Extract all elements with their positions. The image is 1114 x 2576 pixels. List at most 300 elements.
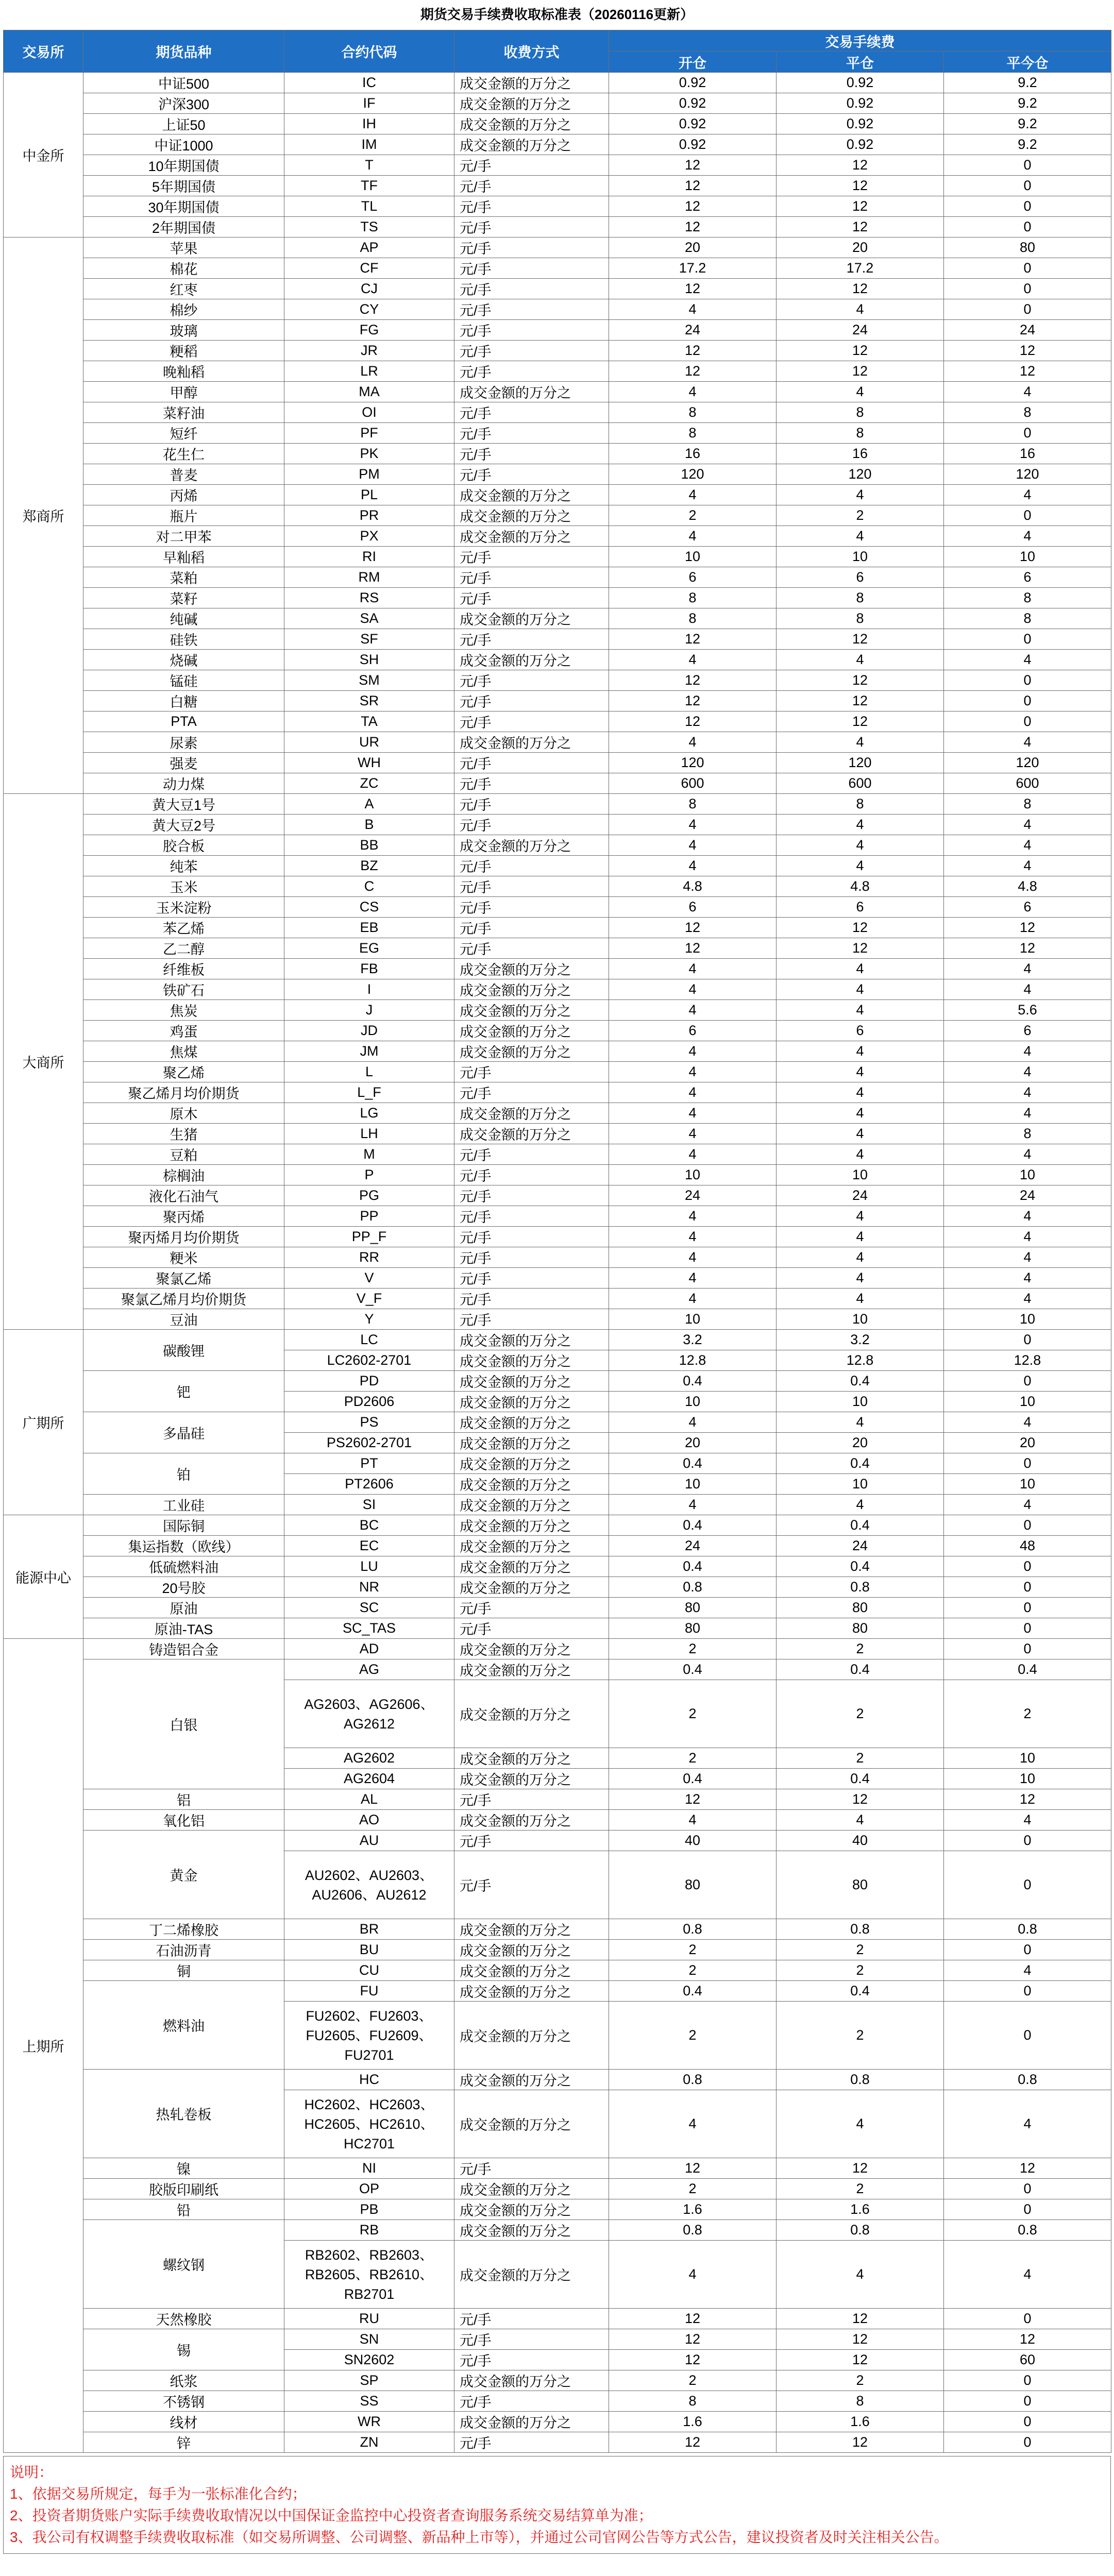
variety-cell: 石油沥青 <box>83 1940 284 1960</box>
close-today-fee-cell: 0.4 <box>944 1659 1111 1680</box>
table-row <box>4 1206 1111 1227</box>
close-today-fee-cell: 0 <box>944 176 1111 196</box>
open-fee-cell: 20 <box>609 238 777 258</box>
open-fee-cell: 4 <box>609 2090 777 2158</box>
variety-cell: 豆油 <box>83 1309 284 1330</box>
close-today-fee-cell: 0 <box>944 670 1111 691</box>
open-fee-cell: 4 <box>609 979 777 1000</box>
open-fee-cell: 4 <box>609 382 777 402</box>
variety-cell: 锰硅 <box>83 670 284 691</box>
variety-cell: 红枣 <box>83 279 284 299</box>
table-row <box>4 444 1111 464</box>
close-fee-cell: 4 <box>777 2090 944 2158</box>
close-today-fee-cell: 4 <box>944 979 1111 1000</box>
close-fee-cell: 4 <box>777 382 944 402</box>
code-cell: SM <box>284 670 454 691</box>
open-fee-cell: 0.8 <box>609 1919 777 1940</box>
code-cell: LC2602-2701 <box>284 1350 454 1371</box>
code-cell: V_F <box>284 1289 454 1309</box>
method-cell: 成交金额的万分之 <box>454 1940 609 1960</box>
table-row <box>4 1144 1111 1165</box>
header-variety: 期货品种 <box>83 30 284 73</box>
note-item: 1、依据交易所规定，每手为一张标准化合约； <box>10 2486 307 2502</box>
close-today-fee-cell: 0 <box>944 2412 1111 2432</box>
code-cell: LU <box>284 1556 454 1577</box>
code-cell: PT2606 <box>284 1474 454 1495</box>
close-fee-cell: 0.4 <box>777 1371 944 1392</box>
open-fee-cell: 4 <box>609 835 777 856</box>
close-today-fee-cell: 0.8 <box>944 2220 1111 2241</box>
close-today-fee-cell: 0 <box>944 711 1111 732</box>
table-row <box>4 1810 1111 1831</box>
close-fee-cell: 0.8 <box>777 2070 944 2090</box>
close-today-fee-cell: 6 <box>944 1021 1111 1041</box>
code-cell: SH <box>284 650 454 670</box>
code-cell: PS <box>284 1412 454 1433</box>
code-cell: PX <box>284 526 454 547</box>
close-fee-cell: 0.8 <box>777 2220 944 2241</box>
open-fee-cell: 0.4 <box>609 1556 777 1577</box>
code-cell: TS <box>284 217 454 238</box>
code-cell: SC <box>284 1598 454 1618</box>
open-fee-cell: 1.6 <box>609 2412 777 2432</box>
variety-cell: 国际铜 <box>83 1515 284 1536</box>
code-cell: T <box>284 155 454 176</box>
open-fee-cell: 4 <box>609 1000 777 1021</box>
code-cell: WH <box>284 753 454 773</box>
method-cell: 元/手 <box>454 773 609 794</box>
close-today-fee-cell: 0 <box>944 1515 1111 1536</box>
close-today-fee-cell: 0 <box>944 1556 1111 1577</box>
code-cell: OP <box>284 2179 454 2199</box>
close-today-fee-cell: 4 <box>944 1103 1111 1124</box>
close-today-fee-cell: 12.8 <box>944 1350 1111 1371</box>
open-fee-cell: 2 <box>609 1680 777 1748</box>
code-cell: FB <box>284 959 454 979</box>
table-row <box>4 1041 1111 1062</box>
code-cell: LC <box>284 1330 454 1350</box>
exchange-cell: 中金所 <box>4 73 83 238</box>
table-row <box>4 1289 1111 1309</box>
open-fee-cell: 0.4 <box>609 1453 777 1474</box>
variety-cell: 螺纹钢 <box>83 2220 284 2309</box>
close-fee-cell: 16 <box>777 444 944 464</box>
close-today-fee-cell: 0 <box>944 423 1111 444</box>
method-cell: 成交金额的万分之 <box>454 1433 609 1453</box>
code-cell: AG2602 <box>284 1748 454 1769</box>
code-cell: CU <box>284 1960 454 1981</box>
variety-cell: 不锈钢 <box>83 2391 284 2412</box>
method-cell: 成交金额的万分之 <box>454 1981 609 2002</box>
code-cell: IF <box>284 93 454 114</box>
open-fee-cell: 0.92 <box>609 114 777 134</box>
close-today-fee-cell: 0 <box>944 2002 1111 2070</box>
close-today-fee-cell: 0 <box>944 629 1111 650</box>
close-today-fee-cell: 12 <box>944 341 1111 361</box>
open-fee-cell: 2 <box>609 2370 777 2391</box>
table-row <box>4 1960 1111 1981</box>
code-cell: PD2606 <box>284 1392 454 1412</box>
open-fee-cell: 4 <box>609 1124 777 1144</box>
code-cell: AU2602、AU2603、AU2606、AU2612 <box>284 1851 454 1919</box>
method-cell: 成交金额的万分之 <box>454 1474 609 1495</box>
close-today-fee-cell: 10 <box>944 1474 1111 1495</box>
method-cell: 成交金额的万分之 <box>454 1412 609 1433</box>
close-today-fee-cell: 48 <box>944 1536 1111 1556</box>
variety-cell: 上证50 <box>83 114 284 134</box>
method-cell: 成交金额的万分之 <box>454 1515 609 1536</box>
method-cell: 元/手 <box>454 238 609 258</box>
variety-cell: 液化石油气 <box>83 1185 284 1206</box>
table-row <box>4 567 1111 588</box>
code-cell: WR <box>284 2412 454 2432</box>
table-row <box>4 1185 1111 1206</box>
method-cell: 成交金额的万分之 <box>454 1392 609 1412</box>
close-today-fee-cell: 4 <box>944 1268 1111 1289</box>
variety-cell: 沪深300 <box>83 93 284 114</box>
close-fee-cell: 4 <box>777 815 944 835</box>
variety-cell: 镍 <box>83 2158 284 2179</box>
variety-cell: 纸浆 <box>83 2370 284 2391</box>
close-fee-cell: 4 <box>777 1206 944 1227</box>
open-fee-cell: 12 <box>609 2158 777 2179</box>
open-fee-cell: 12 <box>609 341 777 361</box>
variety-cell: 集运指数（欧线） <box>83 1536 284 1556</box>
method-cell: 成交金额的万分之 <box>454 1021 609 1041</box>
close-fee-cell: 4 <box>777 979 944 1000</box>
variety-cell: 热轧卷板 <box>83 2070 284 2158</box>
method-cell: 成交金额的万分之 <box>454 485 609 505</box>
close-fee-cell: 1.6 <box>777 2199 944 2220</box>
variety-cell: 铅 <box>83 2199 284 2220</box>
variety-cell: 锡 <box>83 2329 284 2370</box>
code-cell: FU2602、FU2603、FU2605、FU2609、FU2701 <box>284 2002 454 2070</box>
open-fee-cell: 4.8 <box>609 876 777 897</box>
variety-cell: 瓶片 <box>83 505 284 526</box>
variety-cell: 铝 <box>83 1789 284 1810</box>
code-cell: JM <box>284 1041 454 1062</box>
open-fee-cell: 12.8 <box>609 1350 777 1371</box>
close-today-fee-cell: 120 <box>944 753 1111 773</box>
method-cell: 成交金额的万分之 <box>454 1919 609 1940</box>
variety-cell: 白银 <box>83 1659 284 1789</box>
table-row <box>4 485 1111 505</box>
code-cell: LG <box>284 1103 454 1124</box>
variety-cell: 20号胶 <box>83 1577 284 1598</box>
code-cell: PP_F <box>284 1227 454 1247</box>
variety-cell: 强麦 <box>83 753 284 773</box>
method-cell: 成交金额的万分之 <box>454 2199 609 2220</box>
method-cell: 成交金额的万分之 <box>454 2090 609 2158</box>
method-cell: 元/手 <box>454 341 609 361</box>
table-row <box>4 959 1111 979</box>
header-exchange: 交易所 <box>4 30 83 73</box>
method-cell: 成交金额的万分之 <box>454 979 609 1000</box>
code-cell: RR <box>284 1247 454 1268</box>
close-fee-cell: 12 <box>777 938 944 959</box>
method-cell: 元/手 <box>454 856 609 876</box>
close-fee-cell: 12 <box>777 2350 944 2370</box>
table-row <box>4 1639 1111 1659</box>
variety-cell: 纯碱 <box>83 608 284 629</box>
table-row <box>4 1371 1111 1392</box>
variety-cell: 菜籽 <box>83 588 284 608</box>
method-cell: 元/手 <box>454 1598 609 1618</box>
close-fee-cell: 2 <box>777 2179 944 2199</box>
close-today-fee-cell: 0 <box>944 1371 1111 1392</box>
close-fee-cell: 4 <box>777 1495 944 1515</box>
close-fee-cell: 8 <box>777 794 944 815</box>
close-fee-cell: 12 <box>777 176 944 196</box>
fee-table <box>3 30 1111 2453</box>
close-fee-cell: 2 <box>777 1960 944 1981</box>
open-fee-cell: 4 <box>609 1289 777 1309</box>
code-cell: AG <box>284 1659 454 1680</box>
method-cell: 成交金额的万分之 <box>454 526 609 547</box>
close-fee-cell: 20 <box>777 238 944 258</box>
method-cell: 元/手 <box>454 1618 609 1639</box>
code-cell: PG <box>284 1185 454 1206</box>
table-row <box>4 1831 1111 1851</box>
open-fee-cell: 2 <box>609 505 777 526</box>
open-fee-cell: 2 <box>609 2002 777 2070</box>
method-cell: 成交金额的万分之 <box>454 1495 609 1515</box>
open-fee-cell: 0.4 <box>609 1981 777 2002</box>
open-fee-cell: 12 <box>609 670 777 691</box>
method-cell: 元/手 <box>454 588 609 608</box>
code-cell: SI <box>284 1495 454 1515</box>
code-cell: AU <box>284 1831 454 1851</box>
close-today-fee-cell: 9.2 <box>944 134 1111 155</box>
close-fee-cell: 4 <box>777 1144 944 1165</box>
code-cell: AG2604 <box>284 1769 454 1789</box>
code-cell: BZ <box>284 856 454 876</box>
exchange-cell: 广期所 <box>4 1330 83 1515</box>
close-today-fee-cell: 0 <box>944 155 1111 176</box>
close-fee-cell: 10 <box>777 547 944 567</box>
variety-cell: 对二甲苯 <box>83 526 284 547</box>
method-cell: 成交金额的万分之 <box>454 959 609 979</box>
close-fee-cell: 80 <box>777 1598 944 1618</box>
variety-cell: 乙二醇 <box>83 938 284 959</box>
close-fee-cell: 0.92 <box>777 73 944 93</box>
method-cell: 元/手 <box>454 1082 609 1103</box>
table-row <box>4 629 1111 650</box>
close-fee-cell: 4 <box>777 650 944 670</box>
table-row <box>4 134 1111 155</box>
open-fee-cell: 120 <box>609 753 777 773</box>
method-cell: 元/手 <box>454 629 609 650</box>
close-fee-cell: 0.4 <box>777 1769 944 1789</box>
open-fee-cell: 12 <box>609 2309 777 2329</box>
variety-cell: 5年期国债 <box>83 176 284 196</box>
table-row <box>4 1495 1111 1515</box>
code-cell: JR <box>284 341 454 361</box>
variety-cell: 烧碱 <box>83 650 284 670</box>
open-fee-cell: 24 <box>609 1536 777 1556</box>
code-cell: EC <box>284 1536 454 1556</box>
method-cell: 成交金额的万分之 <box>454 1748 609 1769</box>
close-today-fee-cell: 4 <box>944 1144 1111 1165</box>
open-fee-cell: 4 <box>609 1810 777 1831</box>
method-cell: 成交金额的万分之 <box>454 2370 609 2391</box>
close-fee-cell: 6 <box>777 1021 944 1041</box>
code-cell: PD <box>284 1371 454 1392</box>
variety-cell: 粳稻 <box>83 341 284 361</box>
close-fee-cell: 0.8 <box>777 1919 944 1940</box>
close-today-fee-cell: 10 <box>944 1748 1111 1769</box>
close-today-fee-cell: 8 <box>944 588 1111 608</box>
close-today-fee-cell: 0.8 <box>944 1919 1111 1940</box>
close-today-fee-cell: 16 <box>944 444 1111 464</box>
table-row <box>4 2158 1111 2179</box>
open-fee-cell: 4 <box>609 1041 777 1062</box>
table-row <box>4 1103 1111 1124</box>
variety-cell: 聚丙烯月均价期货 <box>83 1227 284 1247</box>
variety-cell: 生猪 <box>83 1124 284 1144</box>
code-cell: BB <box>284 835 454 856</box>
close-today-fee-cell: 24 <box>944 320 1111 341</box>
close-fee-cell: 12 <box>777 670 944 691</box>
close-today-fee-cell: 10 <box>944 547 1111 567</box>
table-row <box>4 320 1111 341</box>
close-fee-cell: 8 <box>777 423 944 444</box>
close-today-fee-cell: 4 <box>944 485 1111 505</box>
table-row <box>4 608 1111 629</box>
code-cell: M <box>284 1144 454 1165</box>
close-today-fee-cell: 10 <box>944 1309 1111 1330</box>
open-fee-cell: 6 <box>609 897 777 918</box>
open-fee-cell: 4 <box>609 1062 777 1082</box>
header-fee-group: 交易手续费 <box>609 30 1111 52</box>
open-fee-cell: 10 <box>609 1392 777 1412</box>
method-cell: 元/手 <box>454 815 609 835</box>
code-cell: P <box>284 1165 454 1185</box>
variety-cell: 铸造铝合金 <box>83 1639 284 1659</box>
code-cell: BC <box>284 1515 454 1536</box>
code-cell: PK <box>284 444 454 464</box>
variety-cell: 胶版印刷纸 <box>83 2179 284 2199</box>
variety-cell: 玉米淀粉 <box>83 897 284 918</box>
method-cell: 成交金额的万分之 <box>454 1000 609 1021</box>
open-fee-cell: 12 <box>609 217 777 238</box>
close-today-fee-cell: 4 <box>944 1289 1111 1309</box>
table-row <box>4 1000 1111 1021</box>
variety-cell: 碳酸锂 <box>83 1330 284 1371</box>
close-today-fee-cell: 8 <box>944 402 1111 423</box>
table-row <box>4 1062 1111 1082</box>
close-fee-cell: 3.2 <box>777 1330 944 1350</box>
open-fee-cell: 4 <box>609 1144 777 1165</box>
method-cell: 元/手 <box>454 1165 609 1185</box>
code-cell: UR <box>284 732 454 753</box>
method-cell: 成交金额的万分之 <box>454 1769 609 1789</box>
exchange-cell: 大商所 <box>4 794 83 1330</box>
code-cell: IC <box>284 73 454 93</box>
close-fee-cell: 1.6 <box>777 2412 944 2432</box>
close-fee-cell: 4 <box>777 1289 944 1309</box>
method-cell: 元/手 <box>454 794 609 815</box>
open-fee-cell: 24 <box>609 1185 777 1206</box>
method-cell: 元/手 <box>454 1185 609 1206</box>
table-row <box>4 1082 1111 1103</box>
method-cell: 成交金额的万分之 <box>454 1659 609 1680</box>
open-fee-cell: 0.92 <box>609 93 777 114</box>
code-cell: IH <box>284 114 454 134</box>
open-fee-cell: 2 <box>609 2179 777 2199</box>
code-cell: MA <box>284 382 454 402</box>
code-cell: PP <box>284 1206 454 1227</box>
table-row <box>4 650 1111 670</box>
variety-cell: 铁矿石 <box>83 979 284 1000</box>
open-fee-cell: 4 <box>609 526 777 547</box>
method-cell: 元/手 <box>454 1206 609 1227</box>
open-fee-cell: 4 <box>609 1247 777 1268</box>
code-cell: Y <box>284 1309 454 1330</box>
method-cell: 元/手 <box>454 1789 609 1810</box>
close-fee-cell: 6 <box>777 567 944 588</box>
close-fee-cell: 4.8 <box>777 876 944 897</box>
code-cell: PB <box>284 2199 454 2220</box>
close-today-fee-cell: 0 <box>944 1598 1111 1618</box>
close-today-fee-cell: 4 <box>944 1247 1111 1268</box>
open-fee-cell: 12 <box>609 2432 777 2453</box>
close-today-fee-cell: 600 <box>944 773 1111 794</box>
open-fee-cell: 12 <box>609 2329 777 2350</box>
close-fee-cell: 10 <box>777 1309 944 1330</box>
close-today-fee-cell: 4 <box>944 959 1111 979</box>
table-row <box>4 2179 1111 2199</box>
close-today-fee-cell: 0 <box>944 1981 1111 2002</box>
method-cell: 成交金额的万分之 <box>454 835 609 856</box>
close-fee-cell: 2 <box>777 1748 944 1769</box>
code-cell: TA <box>284 711 454 732</box>
table-row <box>4 1577 1111 1598</box>
close-fee-cell: 4 <box>777 1227 944 1247</box>
code-cell: AP <box>284 238 454 258</box>
close-fee-cell: 4 <box>777 1062 944 1082</box>
table-row <box>4 979 1111 1000</box>
code-cell: SN <box>284 2329 454 2350</box>
open-fee-cell: 4 <box>609 1412 777 1433</box>
close-today-fee-cell: 9.2 <box>944 114 1111 134</box>
variety-cell: 丙烯 <box>83 485 284 505</box>
close-today-fee-cell: 10 <box>944 1165 1111 1185</box>
table-row <box>4 732 1111 753</box>
close-today-fee-cell: 4 <box>944 1412 1111 1433</box>
open-fee-cell: 8 <box>609 2391 777 2412</box>
method-cell: 成交金额的万分之 <box>454 1960 609 1981</box>
code-cell: RM <box>284 567 454 588</box>
variety-cell: 菜籽油 <box>83 402 284 423</box>
code-cell: RI <box>284 547 454 567</box>
open-fee-cell: 0.92 <box>609 134 777 155</box>
table-row <box>4 2070 1111 2090</box>
fee-table-body <box>4 73 1111 2453</box>
close-fee-cell: 24 <box>777 1185 944 1206</box>
open-fee-cell: 0.4 <box>609 1659 777 1680</box>
close-today-fee-cell: 4 <box>944 1206 1111 1227</box>
open-fee-cell: 10 <box>609 1309 777 1330</box>
table-row <box>4 1268 1111 1289</box>
open-fee-cell: 4 <box>609 1495 777 1515</box>
close-fee-cell: 4 <box>777 485 944 505</box>
table-row <box>4 2220 1111 2241</box>
close-fee-cell: 0.92 <box>777 93 944 114</box>
open-fee-cell: 12 <box>609 711 777 732</box>
code-cell: RB <box>284 2220 454 2241</box>
close-fee-cell: 12 <box>777 361 944 382</box>
